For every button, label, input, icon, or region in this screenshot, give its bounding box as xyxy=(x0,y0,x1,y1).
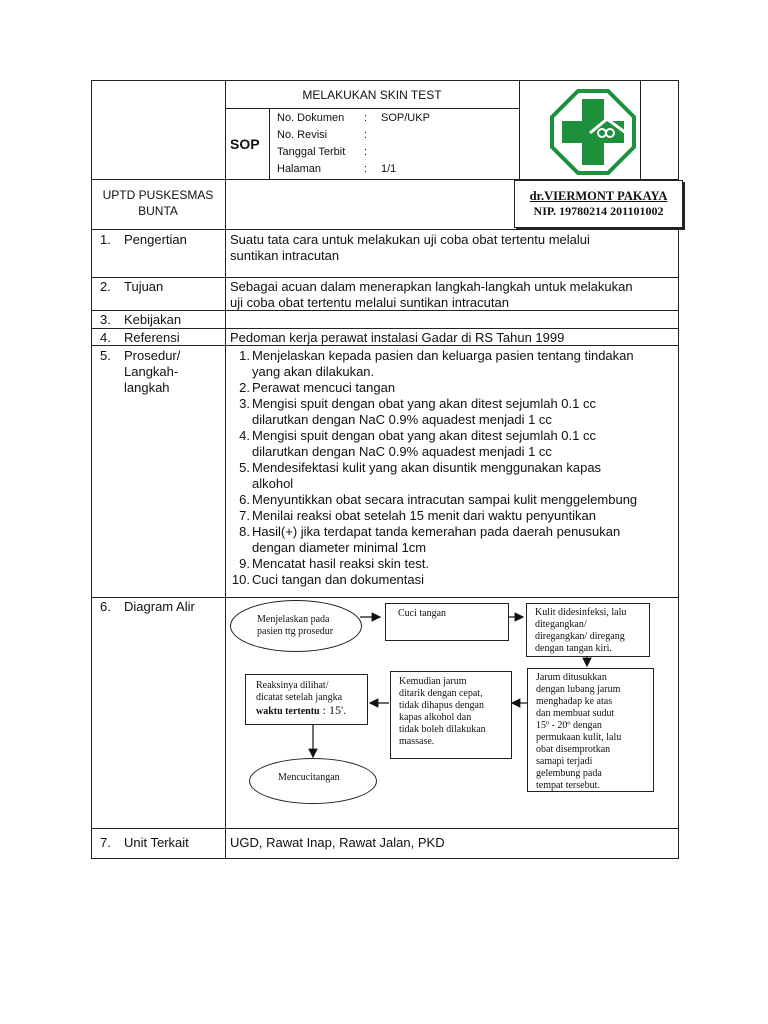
step-number: 6. xyxy=(239,492,250,507)
text-line: uji coba obat tertentu melalui suntikan intracutan xyxy=(230,295,509,310)
step-number: 10. xyxy=(231,572,250,587)
section-number: 3. xyxy=(100,312,111,327)
signer-name: dr.VIERMONT PAKAYA xyxy=(529,189,668,203)
node-line: waktu tertentu xyxy=(256,706,320,717)
node-line: menghadap ke atas xyxy=(536,696,613,707)
meta-separator: : xyxy=(364,163,368,175)
step-number: 8. xyxy=(239,524,250,539)
flow-node-inject xyxy=(527,668,654,792)
organization-line: BUNTA xyxy=(138,204,178,218)
step-line: dengan diameter minimal 1cm xyxy=(252,540,427,555)
node-line-mixed xyxy=(256,704,367,718)
node-line: dengan tangan kiri. xyxy=(535,643,612,654)
section-label-kebijakan: Kebijakan xyxy=(124,312,182,327)
meta-separator: : xyxy=(364,112,368,124)
text-line: Suatu tata cara untuk melakukan uji coba obat tertentu melalui xyxy=(230,232,590,247)
step-line: Mengisi spuit dengan obat yang akan ditest sejumlah 0.1 cc xyxy=(252,428,596,443)
meta-value: SOP/UKP xyxy=(381,112,430,124)
node-line: tidak boleh dilakukan xyxy=(399,724,486,735)
flow-node-observe xyxy=(245,674,368,725)
organization-line: UPTD PUSKESMAS xyxy=(102,188,214,202)
meta-label: Tanggal Terbit xyxy=(277,146,346,158)
node-line: dicatat setelah jangka xyxy=(256,692,343,703)
section-number: 7. xyxy=(100,835,111,850)
meta-separator: : xyxy=(364,146,368,158)
step-number: 5. xyxy=(239,460,250,475)
step-line: Mencatat hasil reaksi skin test. xyxy=(252,556,430,571)
flow-node-wash-hands-end xyxy=(249,758,377,804)
step-number: 7. xyxy=(239,508,250,523)
step-line: Menilai reaksi obat setelah 15 menit dari waktu penyuntikan xyxy=(252,508,596,523)
node-line: tempat tersebut. xyxy=(536,780,600,791)
unit-terkait-text: UGD, Rawat Inap, Rawat Jalan, PKD xyxy=(230,835,445,850)
meta-label: No. Dokumen xyxy=(277,112,345,124)
signer-nip: NIP. 19780214 201101002 xyxy=(533,204,664,218)
node-line: ditarik dengan cepat, xyxy=(399,688,483,699)
node-line: Mencucitangan xyxy=(278,772,340,783)
flow-node-disinfect xyxy=(526,603,650,657)
section-label-diagram: Diagram Alir xyxy=(124,599,195,614)
node-line: Menjelaskan pada xyxy=(257,614,330,625)
step-line: dilarutkan dengan NaC 0.9% aquadest menjadi 1 cc xyxy=(252,444,552,459)
step-line: Menyuntikkan obat secara intracutan sampai kulit menggelembung xyxy=(252,492,638,507)
node-line: dengan lubang jarum xyxy=(536,684,621,695)
node-line: Jarum ditusukkan xyxy=(536,672,607,683)
node-line: permukaan kulit, lalu xyxy=(536,732,622,743)
step-line: dilarutkan dengan NaC 0.9% aquadest menjadi 1 cc xyxy=(252,412,552,427)
step-number: 3. xyxy=(239,396,250,411)
step-line: alkohol xyxy=(252,476,294,491)
node-line: 15º - 20º dengan xyxy=(536,720,602,731)
step-line: yang akan dilakukan. xyxy=(252,364,375,379)
node-line: massase. xyxy=(399,736,435,747)
section-label-tujuan: Tujuan xyxy=(124,279,164,294)
node-line: pasien ttg prosedur xyxy=(257,626,334,637)
text-line: Sebagai acuan dalam menerapkan langkah-langkah untuk melakukan xyxy=(230,279,633,294)
step-number: 9. xyxy=(239,556,250,571)
step-line: Perawat mencuci tangan xyxy=(252,380,396,395)
step-line: Mendesifektasi kulit yang akan disuntik menggunakan kapas xyxy=(252,460,602,475)
node-line: ditegangkan/ xyxy=(535,619,587,630)
node-line: tidak dihapus dengan xyxy=(399,700,484,711)
flow-node-withdraw xyxy=(390,671,512,759)
label-line: Prosedur/ xyxy=(124,348,181,363)
text-line: suntikan intracutan xyxy=(230,248,340,263)
node-line: Kemudian jarum xyxy=(399,676,467,687)
step-line: Menjelaskan kepada pasien dan keluarga pasien tentang tindakan xyxy=(252,348,634,363)
node-line: samapi terjadi xyxy=(536,756,593,767)
section-label-referensi: Referensi xyxy=(124,330,180,345)
step-line: Hasil(+) jika terdapat tanda kemerahan pada daerah penusukan xyxy=(252,524,621,539)
node-line: dan membuat sudut xyxy=(536,708,615,719)
step-line: Mengisi spuit dengan obat yang akan ditest sejumlah 0.1 cc xyxy=(252,396,596,411)
section-number: 2. xyxy=(100,279,111,294)
section-number: 5. xyxy=(100,348,111,363)
section-label-pengertian: Pengertian xyxy=(124,232,187,247)
section-number: 6. xyxy=(100,599,111,614)
referensi-text: Pedoman kerja perawat instalasi Gadar di RS Tahun 1999 xyxy=(230,330,565,345)
meta-separator: : xyxy=(364,129,368,141)
section-number: 1. xyxy=(100,232,111,247)
step-number: 1. xyxy=(239,348,250,363)
meta-label: No. Revisi xyxy=(277,129,328,141)
step-line: Cuci tangan dan dokumentasi xyxy=(252,572,425,587)
node-line: diregangkan/ diregang xyxy=(535,631,625,642)
node-line: gelembung pada xyxy=(536,768,602,779)
node-line: Reaksinya dilihat/ xyxy=(256,680,329,691)
section-label-unit: Unit Terkait xyxy=(124,835,189,850)
flow-node-wash-hands xyxy=(385,603,509,641)
sop-label: SOP xyxy=(230,136,260,152)
meta-value: 1/1 xyxy=(381,163,397,175)
flow-node-explain xyxy=(230,600,362,652)
node-line: obat disemprotkan xyxy=(536,744,611,755)
node-line: Kulit didesinfeksi, lalu xyxy=(535,607,627,618)
step-number: 2. xyxy=(239,380,250,395)
section-number: 4. xyxy=(100,330,111,345)
meta-label: Halaman xyxy=(277,163,322,175)
label-line: Langkah- xyxy=(124,364,179,379)
node-line: Cuci tangan xyxy=(398,608,447,619)
node-line: kapas alkohol dan xyxy=(399,712,472,723)
step-number: 4. xyxy=(239,428,250,443)
node-line: : 15'. xyxy=(319,703,347,717)
label-line: langkah xyxy=(124,380,170,395)
document-title: MELAKUKAN SKIN TEST xyxy=(302,88,442,102)
